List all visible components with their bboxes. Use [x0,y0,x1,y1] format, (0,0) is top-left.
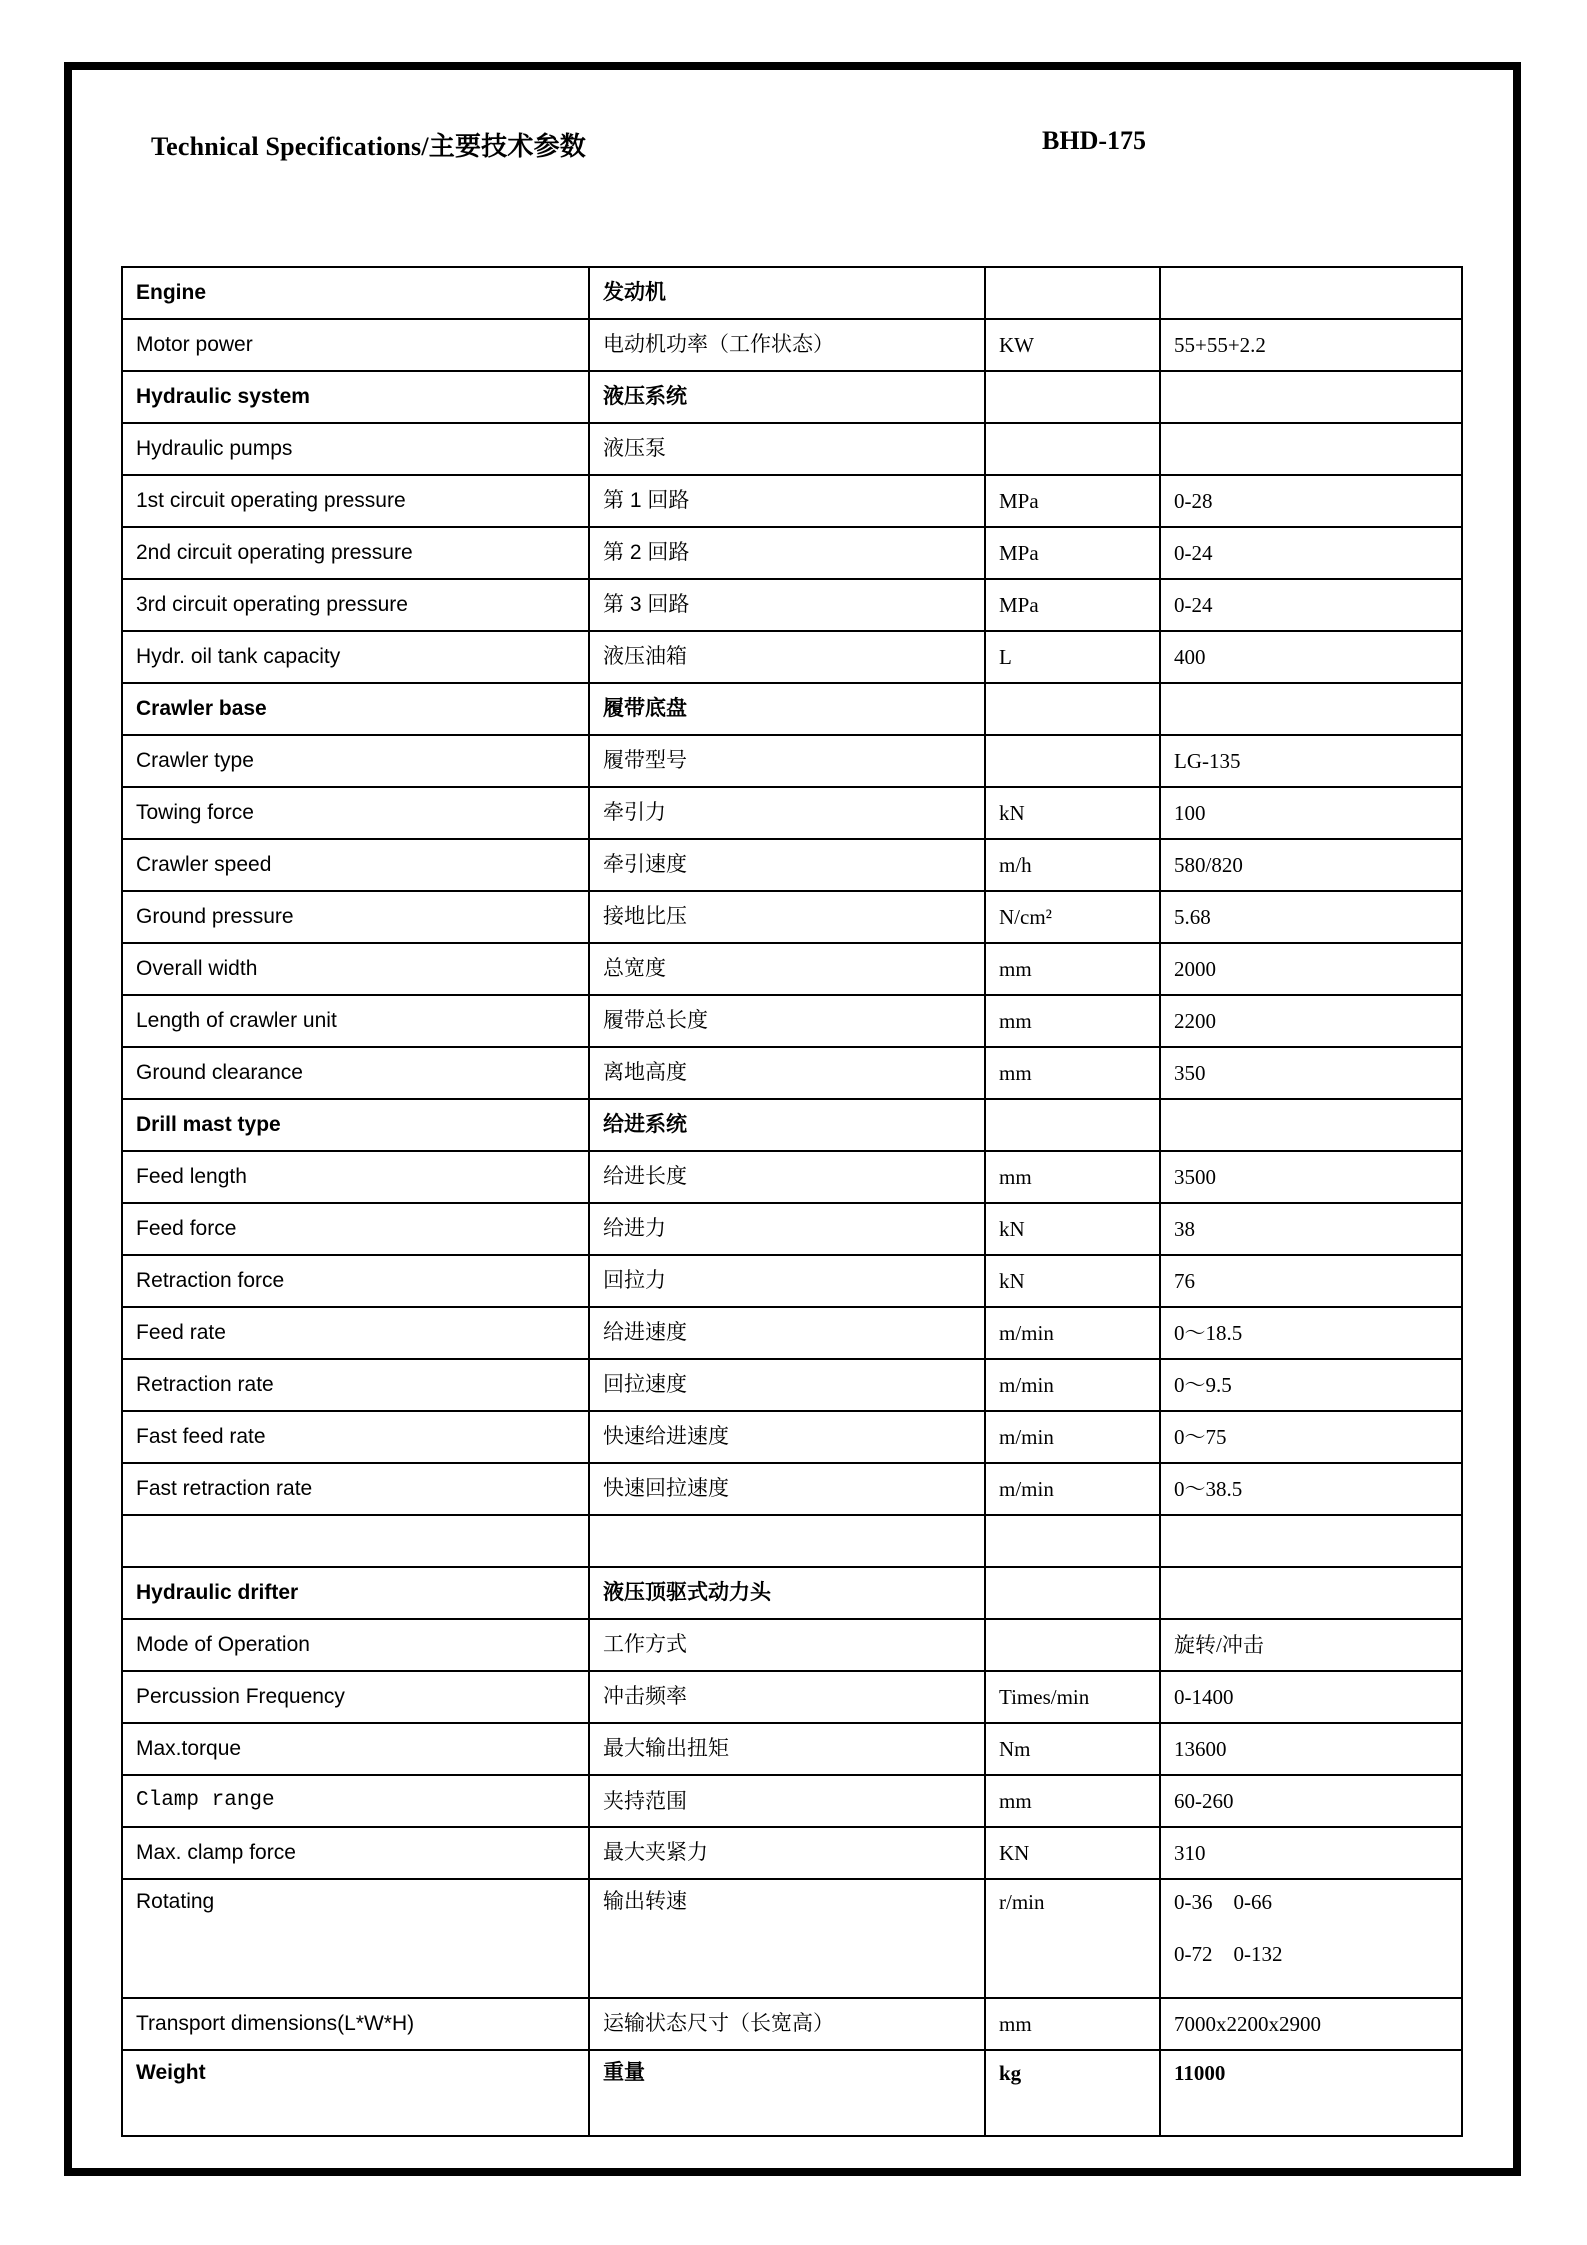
spec-row [122,1723,1462,1775]
spec-cell-name-en: Overall width [122,943,589,995]
spec-cell-value: 7000x2200x2900 [1160,1998,1462,2050]
spec-cell-unit: mm [985,1047,1160,1099]
spec-cell-value: 400 [1160,631,1462,683]
spec-cell-value: 0-24 [1160,579,1462,631]
spec-cell-name-en: Hydraulic system [122,371,589,423]
spec-cell-value: 0-28 [1160,475,1462,527]
spec-cell-unit: mm [985,1998,1160,2050]
spec-row [122,1671,1462,1723]
spec-cell-unit: KW [985,319,1160,371]
spec-cell-name-zh: 快速给进速度 [589,1411,985,1463]
spec-cell-value: 38 [1160,1203,1462,1255]
spec-cell-unit [985,1099,1160,1151]
spec-cell-name-zh: 给进速度 [589,1307,985,1359]
spec-cell-name-en: Ground pressure [122,891,589,943]
spec-cell-name-en: Clamp range [122,1775,589,1827]
spec-row [122,1099,1462,1151]
spec-cell-value: 3500 [1160,1151,1462,1203]
spec-cell-unit [985,267,1160,319]
spec-cell-value [1160,1567,1462,1619]
spec-cell-unit: MPa [985,527,1160,579]
spec-cell-value: 0～18.5 [1160,1307,1462,1359]
spec-cell-name-en: Length of crawler unit [122,995,589,1047]
spec-row [122,631,1462,683]
spec-cell-value [1160,1515,1462,1567]
spec-row [122,1998,1462,2050]
spec-cell-name-zh: 履带型号 [589,735,985,787]
spec-cell-unit [985,1515,1160,1567]
spec-cell-unit [985,371,1160,423]
spec-cell-name-en: Hydraulic pumps [122,423,589,475]
spec-cell-name-en: Mode of Operation [122,1619,589,1671]
spec-cell-value: 13600 [1160,1723,1462,1775]
spec-cell-value [1160,267,1462,319]
spec-row [122,891,1462,943]
spec-cell-unit: N/cm² [985,891,1160,943]
spec-value-line: 0-72 0-132 [1174,1942,1283,1967]
spec-row [122,475,1462,527]
spec-row [122,1151,1462,1203]
spec-cell-name-zh: 第 3 回路 [589,579,985,631]
spec-cell-name-zh: 电动机功率（工作状态） [589,319,985,371]
spec-cell-name-en: Max.torque [122,1723,589,1775]
spec-row [122,787,1462,839]
spec-cell-name-en: Fast retraction rate [122,1463,589,1515]
spec-cell-name-en: Feed rate [122,1307,589,1359]
spec-cell-name-en: Motor power [122,319,589,371]
spec-cell-unit: Times/min [985,1671,1160,1723]
spec-value-line: 0-36 0-66 [1174,1890,1272,1914]
spec-cell-unit: m/min [985,1463,1160,1515]
spec-cell-unit [985,1619,1160,1671]
spec-cell-name-zh: 回拉力 [589,1255,985,1307]
spec-cell-name-zh: 第 1 回路 [589,475,985,527]
spec-row [122,1359,1462,1411]
spec-cell-name-en: 1st circuit operating pressure [122,475,589,527]
spec-cell-name-en: Ground clearance [122,1047,589,1099]
spec-cell-name-zh: 液压顶驱式动力头 [589,1567,985,1619]
spec-cell-value: 0～38.5 [1160,1463,1462,1515]
spec-row [122,683,1462,735]
spec-cell-unit: Nm [985,1723,1160,1775]
spec-cell-name-zh: 快速回拉速度 [589,1463,985,1515]
spec-row [122,1463,1462,1515]
spec-cell-name-zh: 夹持范围 [589,1775,985,1827]
spec-cell-name-en: Max. clamp force [122,1827,589,1879]
spec-row [122,1827,1462,1879]
spec-cell-value [1160,1879,1462,1998]
spec-cell-name-zh: 液压系统 [589,371,985,423]
spec-row [122,1047,1462,1099]
spec-cell-name-zh: 最大输出扭矩 [589,1723,985,1775]
spec-row [122,579,1462,631]
spec-cell-unit: r/min [985,1879,1160,1998]
spec-cell-name-zh [589,1515,985,1567]
spec-row [122,267,1462,319]
spec-cell-unit: kg [985,2050,1160,2136]
spec-table [121,266,1463,2137]
spec-cell-name-zh: 输出转速 [589,1879,985,1998]
spec-row [122,943,1462,995]
spec-cell-name-en: Crawler type [122,735,589,787]
spec-cell-unit: m/h [985,839,1160,891]
spec-cell-name-en: Rotating [122,1879,589,1998]
spec-cell-value: 0-24 [1160,527,1462,579]
spec-cell-unit: KN [985,1827,1160,1879]
spec-cell-value: 2000 [1160,943,1462,995]
spec-cell-name-zh: 给进力 [589,1203,985,1255]
spec-cell-name-zh: 运输状态尺寸（长宽高） [589,1998,985,2050]
spec-cell-name-en: Percussion Frequency [122,1671,589,1723]
spec-cell-unit: MPa [985,579,1160,631]
spec-row [122,1411,1462,1463]
spec-row [122,371,1462,423]
spec-cell-unit: MPa [985,475,1160,527]
spec-cell-name-zh: 履带总长度 [589,995,985,1047]
spec-cell-value [1160,683,1462,735]
spec-cell-unit: kN [985,1203,1160,1255]
spec-row [122,527,1462,579]
spec-cell-value [1160,423,1462,475]
spec-row [122,1255,1462,1307]
spec-row [122,1619,1462,1671]
spec-cell-name-en: Feed force [122,1203,589,1255]
model-number: BHD-175 [1042,126,1146,155]
spec-cell-value: 0～75 [1160,1411,1462,1463]
spec-cell-value: 60-260 [1160,1775,1462,1827]
spec-cell-name-en: Hydr. oil tank capacity [122,631,589,683]
spec-row [122,423,1462,475]
spec-row [122,995,1462,1047]
spec-cell-name-en [122,1515,589,1567]
spec-cell-unit: mm [985,995,1160,1047]
spec-cell-unit: m/min [985,1307,1160,1359]
spec-cell-unit: m/min [985,1359,1160,1411]
spec-cell-unit: m/min [985,1411,1160,1463]
spec-cell-value: 100 [1160,787,1462,839]
spec-cell-name-en: Feed length [122,1151,589,1203]
spec-row [122,2050,1462,2136]
spec-cell-name-zh: 离地高度 [589,1047,985,1099]
spec-cell-name-zh: 工作方式 [589,1619,985,1671]
spec-cell-unit: kN [985,1255,1160,1307]
spec-cell-unit [985,1567,1160,1619]
spec-cell-name-zh: 重量 [589,2050,985,2136]
spec-cell-unit: mm [985,1151,1160,1203]
spec-cell-value: 0～9.5 [1160,1359,1462,1411]
spec-cell-name-zh: 给进长度 [589,1151,985,1203]
page-title: Technical Specifications/主要技术参数 [151,132,586,161]
spec-cell-name-zh: 总宽度 [589,943,985,995]
spec-cell-value: 11000 [1160,2050,1462,2136]
spec-cell-value [1160,371,1462,423]
spec-cell-value: LG-135 [1160,735,1462,787]
spec-cell-value: 2200 [1160,995,1462,1047]
spec-cell-name-en: Hydraulic drifter [122,1567,589,1619]
spec-cell-name-en: Crawler speed [122,839,589,891]
spec-cell-unit [985,735,1160,787]
spec-cell-name-zh: 第 2 回路 [589,527,985,579]
spec-cell-name-en: Retraction force [122,1255,589,1307]
spec-cell-unit: mm [985,943,1160,995]
spec-cell-name-zh: 最大夹紧力 [589,1827,985,1879]
spec-cell-unit: mm [985,1775,1160,1827]
spec-row [122,1307,1462,1359]
spec-cell-unit: L [985,631,1160,683]
spec-cell-value: 580/820 [1160,839,1462,891]
spec-cell-name-zh: 回拉速度 [589,1359,985,1411]
spec-cell-value: 旋转/冲击 [1160,1619,1462,1671]
spec-row [122,1775,1462,1827]
spec-row [122,839,1462,891]
spec-cell-unit [985,683,1160,735]
spec-cell-unit [985,423,1160,475]
spec-cell-value: 310 [1160,1827,1462,1879]
spec-cell-value: 0-1400 [1160,1671,1462,1723]
spec-cell-name-zh: 发动机 [589,267,985,319]
spec-row [122,1515,1462,1567]
spec-row [122,319,1462,371]
spec-row [122,1203,1462,1255]
spec-cell-name-zh: 冲击频率 [589,1671,985,1723]
spec-cell-value: 350 [1160,1047,1462,1099]
spec-cell-name-en: Drill mast type [122,1099,589,1151]
spec-cell-name-en: 3rd circuit operating pressure [122,579,589,631]
spec-cell-name-zh: 给进系统 [589,1099,985,1151]
spec-cell-value: 76 [1160,1255,1462,1307]
spec-cell-name-zh: 履带底盘 [589,683,985,735]
spec-cell-name-en: Crawler base [122,683,589,735]
spec-row [122,735,1462,787]
spec-cell-name-en: Transport dimensions(L*W*H) [122,1998,589,2050]
spec-cell-name-zh: 接地比压 [589,891,985,943]
spec-cell-name-en: 2nd circuit operating pressure [122,527,589,579]
spec-cell-name-zh: 液压油箱 [589,631,985,683]
spec-cell-name-en: Weight [122,2050,589,2136]
spec-cell-name-zh: 牵引速度 [589,839,985,891]
spec-row [122,1567,1462,1619]
spec-cell-value: 5.68 [1160,891,1462,943]
spec-cell-unit: kN [985,787,1160,839]
spec-cell-name-en: Fast feed rate [122,1411,589,1463]
spec-cell-value: 55+55+2.2 [1160,319,1462,371]
spec-cell-name-en: Towing force [122,787,589,839]
spec-row [122,1879,1462,1998]
spec-cell-name-en: Retraction rate [122,1359,589,1411]
spec-cell-name-en: Engine [122,267,589,319]
spec-cell-name-zh: 牵引力 [589,787,985,839]
spec-cell-name-zh: 液压泵 [589,423,985,475]
spec-cell-value [1160,1099,1462,1151]
